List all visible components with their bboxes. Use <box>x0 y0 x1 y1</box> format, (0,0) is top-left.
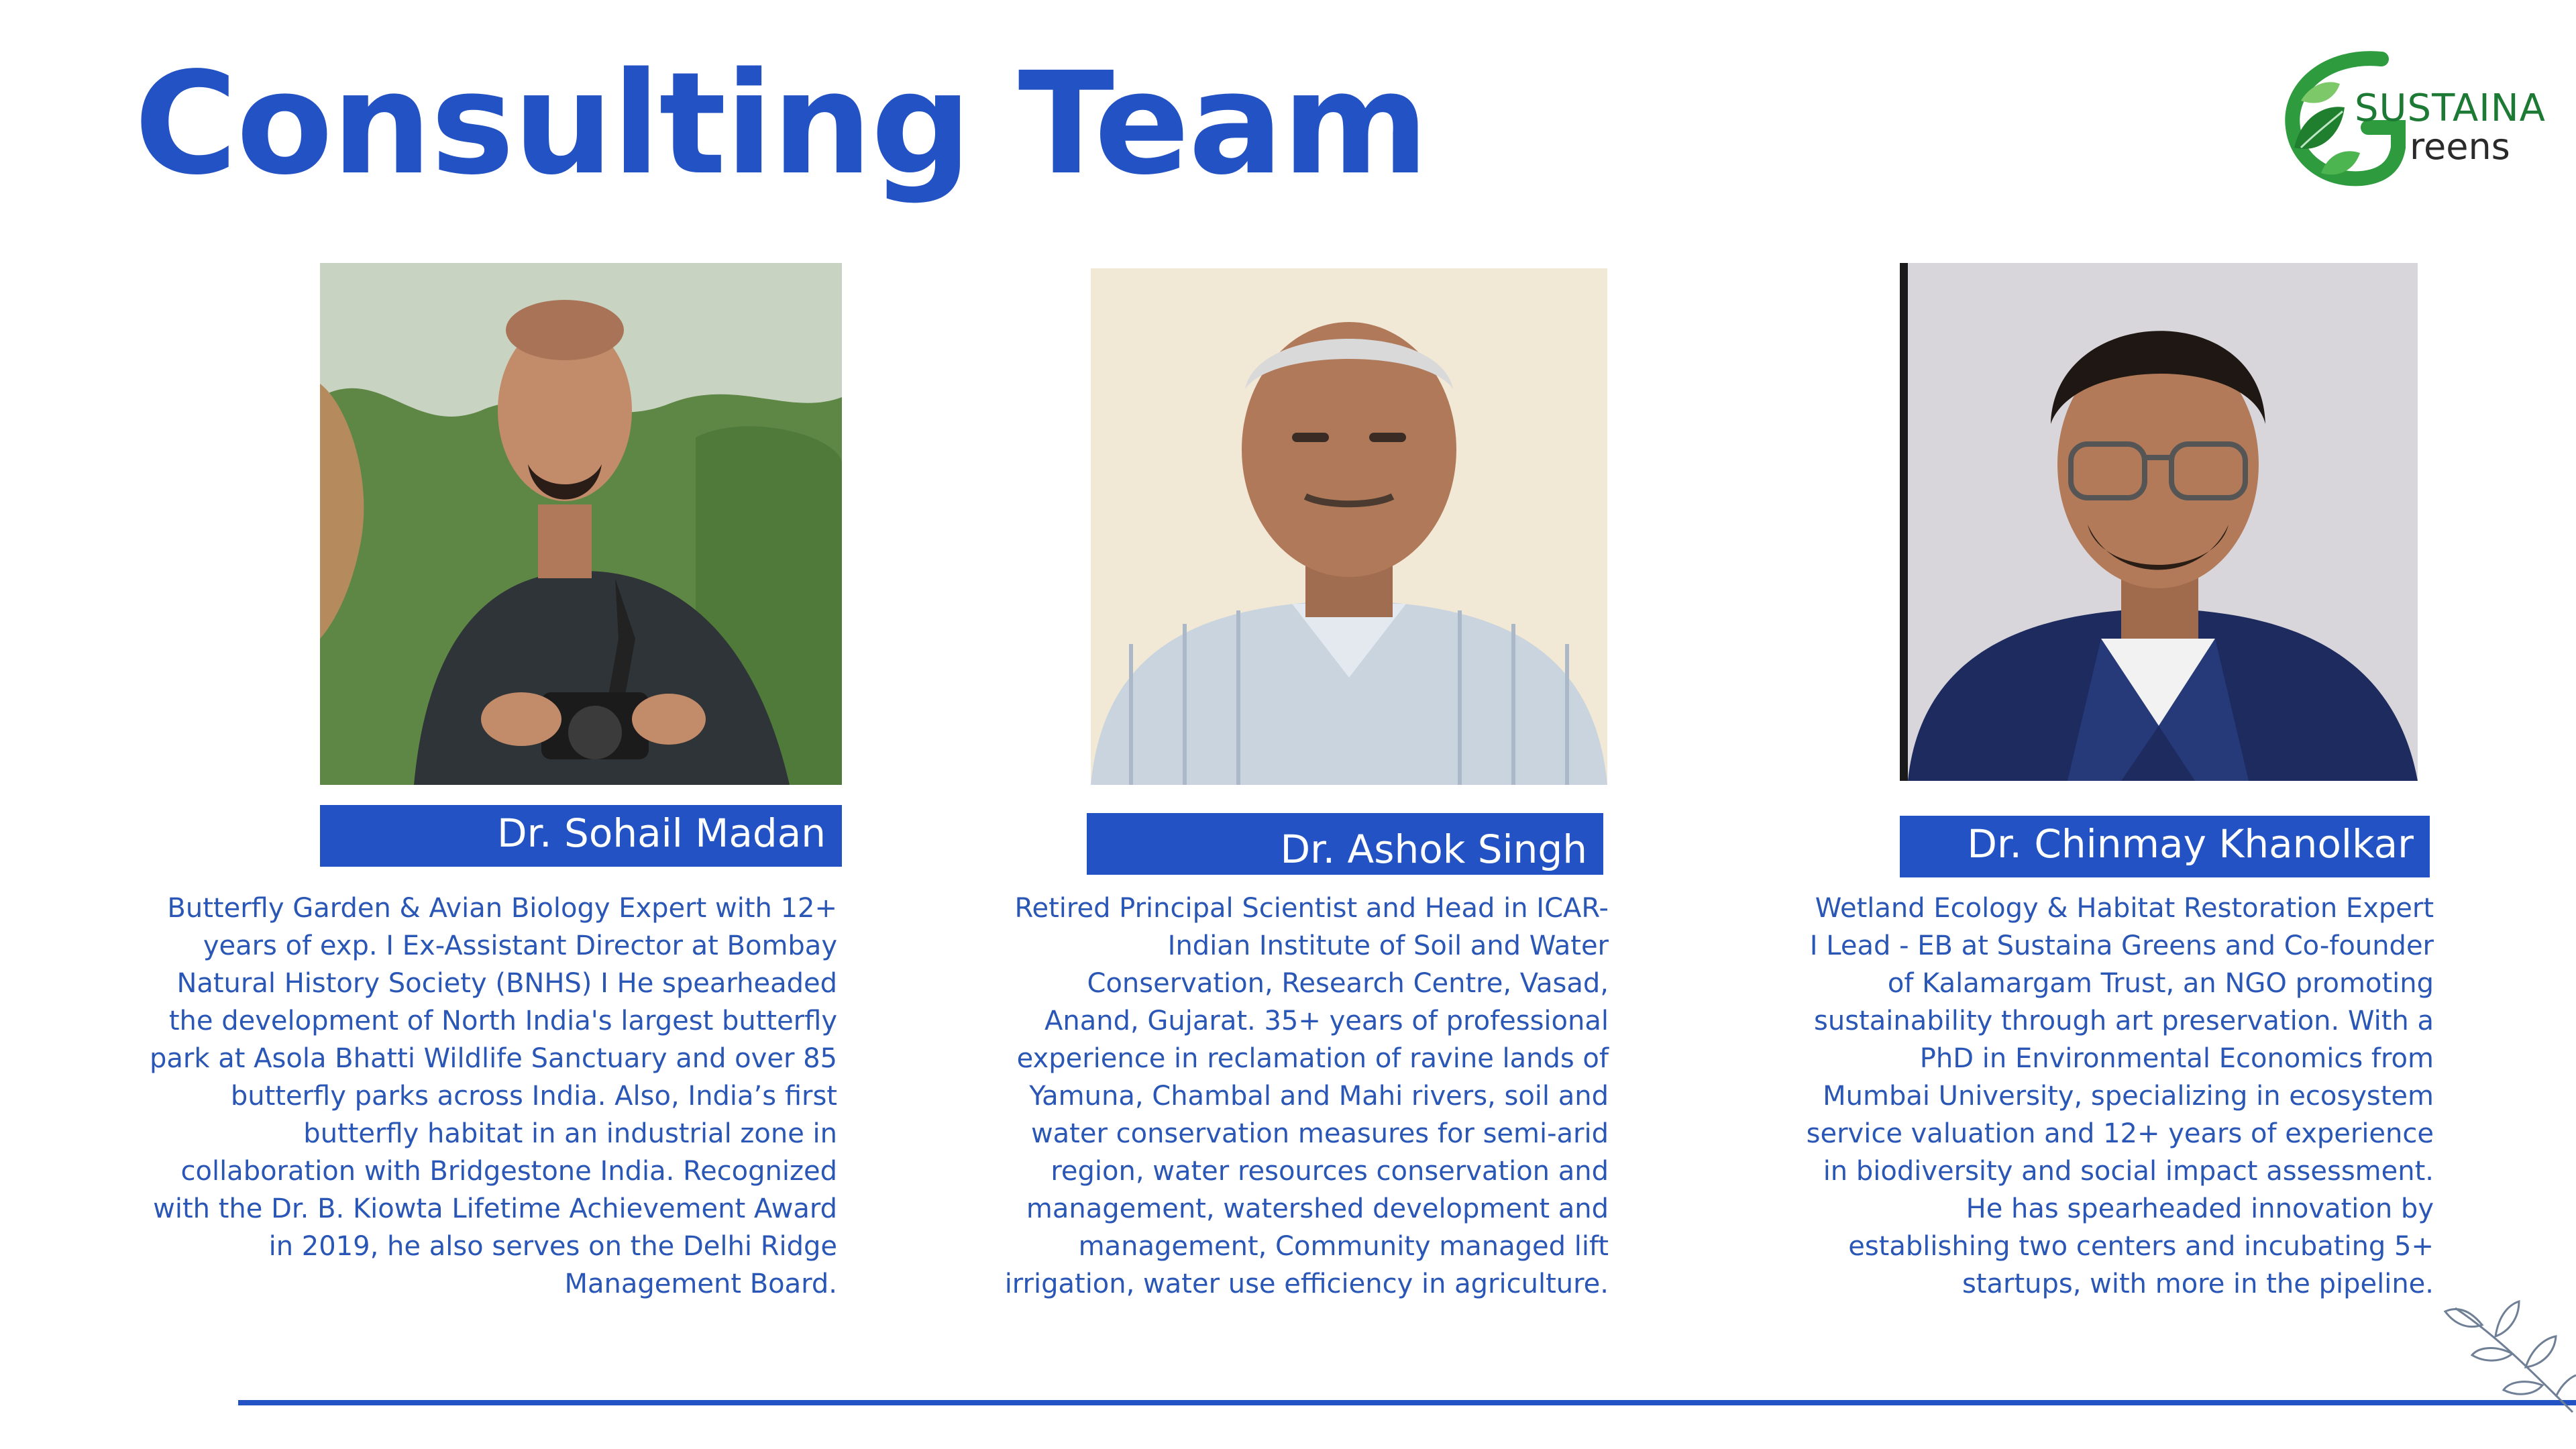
bio-line: in 2019, he also serves on the Delhi Ridge <box>268 1231 837 1262</box>
bio-line: Mumbai University, specializing in ecosystem <box>1823 1081 2434 1112</box>
bio-line: Retired Principal Scientist and Head in ICAR- <box>1014 893 1609 924</box>
bio-line: He has spearheaded innovation by <box>1966 1193 2434 1224</box>
bio-line: management, Community managed lift <box>1078 1231 1609 1262</box>
member-name-chinmay-khanolkar: Dr. Chinmay Khanolkar <box>1900 816 2430 877</box>
logo-text-sustaina: SUSTAINA <box>2355 87 2546 130</box>
bio-line: sustainability through art preservation. With a <box>1814 1006 2434 1036</box>
bio-line: Natural History Society (BNHS) I He spearheaded <box>176 968 837 999</box>
portrait-sohail-madan <box>320 263 842 785</box>
bio-line: experience in reclamation of ravine lands of <box>1016 1043 1609 1074</box>
leaf-branch-icon <box>2442 1295 2576 1415</box>
bio-line: I Lead - EB at Sustaina Greens and Co-founder <box>1809 930 2434 961</box>
member-bio-sohail-madan <box>107 890 837 1303</box>
bio-line: service valuation and 12+ years of experience <box>1806 1118 2434 1149</box>
bio-line: the development of North India's largest butterfly <box>168 1006 837 1036</box>
bottom-divider-line <box>238 1400 2576 1405</box>
portrait-chinmay-khanolkar <box>1900 263 2418 781</box>
member-name-ashok-singh: Dr. Ashok Singh <box>1087 813 1603 875</box>
bio-line: Butterfly Garden & Avian Biology Expert with 12+ <box>167 893 837 924</box>
bio-line: establishing two centers and incubating 5+ <box>1848 1231 2434 1262</box>
bio-line: region, water resources conservation and <box>1051 1156 1609 1187</box>
bio-line: of Kalamargam Trust, an NGO promoting <box>1887 968 2434 999</box>
bio-line: Wetland Ecology & Habitat Restoration Expert <box>1815 893 2434 924</box>
member-bio-chinmay-khanolkar <box>1690 890 2434 1303</box>
bio-line: irrigation, water use efficiency in agriculture. <box>1004 1269 1609 1299</box>
bio-line: with the Dr. B. Kiowta Lifetime Achievement Award <box>153 1193 837 1224</box>
bio-line: in biodiversity and social impact assessment. <box>1823 1156 2434 1187</box>
page-title: Consulting Team <box>134 42 1428 206</box>
bio-line: Yamuna, Chambal and Mahi rivers, soil and <box>1029 1081 1609 1112</box>
bio-line: Conservation, Research Centre, Vasad, <box>1087 968 1609 999</box>
bio-line: startups, with more in the pipeline. <box>1962 1269 2434 1299</box>
bio-line: Indian Institute of Soil and Water <box>1167 930 1609 961</box>
member-bio-ashok-singh <box>872 890 1609 1303</box>
bio-line: years of exp. I Ex-Assistant Director at Bombay <box>203 930 837 961</box>
bio-line: Anand, Gujarat. 35+ years of professional <box>1044 1006 1609 1036</box>
bio-line: butterfly habitat in an industrial zone in <box>303 1118 837 1149</box>
logo-text-greens: reens <box>2410 125 2510 168</box>
bio-line: collaboration with Bridgestone India. Recognized <box>180 1156 837 1187</box>
sustaina-greens-logo <box>2281 47 2546 188</box>
bio-line: Management Board. <box>564 1269 837 1299</box>
member-name-sohail-madan: Dr. Sohail Madan <box>320 805 842 867</box>
bio-line: park at Asola Bhatti Wildlife Sanctuary and over 85 <box>150 1043 837 1074</box>
bio-line: management, watershed development and <box>1026 1193 1609 1224</box>
bio-line: water conservation measures for semi-arid <box>1030 1118 1609 1149</box>
portrait-ashok-singh <box>1091 268 1607 785</box>
bio-line: butterfly parks across India. Also, India’s first <box>230 1081 837 1112</box>
bio-line: PhD in Environmental Economics from <box>1919 1043 2434 1074</box>
